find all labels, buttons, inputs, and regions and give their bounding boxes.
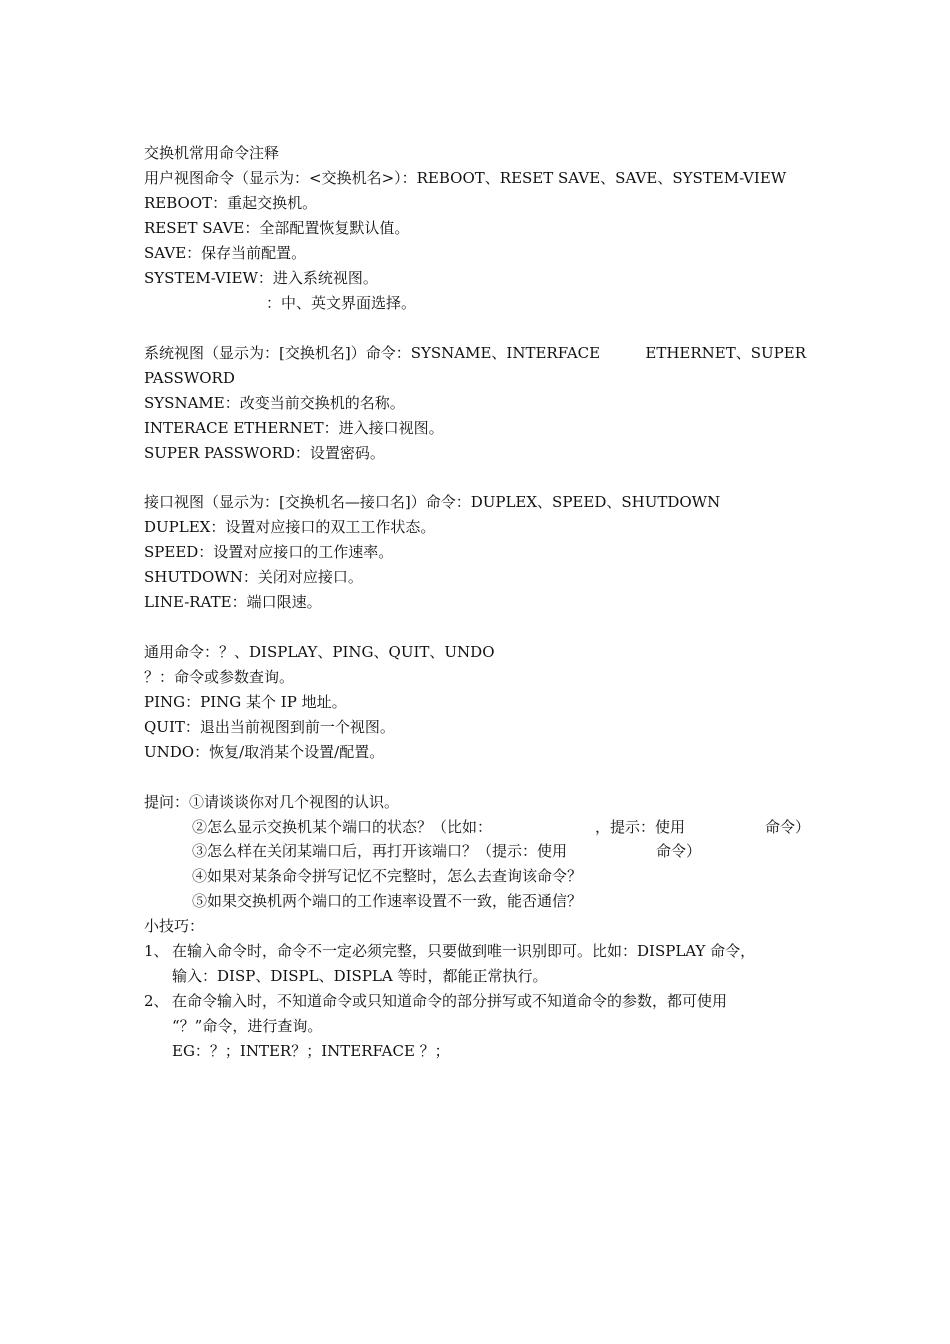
tips-heading: 小技巧： bbox=[144, 917, 205, 935]
interface-view-duplex: DUPLEX：设置对应接口的双工工作状态。 bbox=[144, 518, 436, 536]
system-view-heading bbox=[144, 343, 806, 363]
interface-view-heading: 接口视图（显示为：[交换机名—接口名]）命令：DUPLEX、SPEED、SHUTDOWN bbox=[144, 493, 721, 511]
question-3 bbox=[192, 841, 702, 861]
interface-view-shutdown: SHUTDOWN：关闭对应接口。 bbox=[144, 568, 363, 586]
user-view-save: SAVE：保存当前配置。 bbox=[144, 244, 307, 262]
user-view-heading: 用户视图命令（显示为：<交换机名>）：REBOOT、RESET SAVE、SAVE、SYSTEM-VIEW bbox=[144, 169, 787, 187]
system-view-heading-cont: PASSWORD bbox=[144, 369, 235, 387]
system-view-super-password: SUPER PASSWORD：设置密码。 bbox=[144, 444, 385, 462]
question-5: ⑤如果交换机两个端口的工作速率设置不一致，能否通信？ bbox=[192, 892, 583, 910]
common-ping: PING：PING 某个 IP 地址。 bbox=[144, 693, 347, 711]
common-heading: 通用命令：？、DISPLAY、PING、QUIT、UNDO bbox=[144, 643, 495, 661]
system-view-interface: INTERACE ETHERNET：进入接口视图。 bbox=[144, 419, 444, 437]
question-2-part-c: 命令） bbox=[765, 818, 811, 836]
interface-view-speed: SPEED：设置对应接口的工作速率。 bbox=[144, 543, 394, 561]
user-view-reset-save: RESET SAVE：全部配置恢复默认值。 bbox=[144, 219, 410, 237]
system-view-heading-a: 系统视图（显示为：[交换机名]）命令：SYSNAME、INTERFACE bbox=[144, 344, 601, 362]
question-2 bbox=[192, 817, 811, 837]
tip-number: 1、 bbox=[144, 942, 169, 960]
tip-line: 在输入命令时，命令不一定必须完整，只要做到唯一识别即可。比如：DISPLAY 命令， bbox=[172, 942, 756, 960]
common-quit: QUIT：退出当前视图到前一个视图。 bbox=[144, 718, 395, 736]
user-view-reboot: REBOOT：重起交换机。 bbox=[144, 194, 318, 212]
system-view-heading-b: ETHERNET、SUPER bbox=[645, 344, 806, 362]
system-view-sysname: SYSNAME：改变当前交换机的名称。 bbox=[144, 394, 405, 412]
tip-line: “？”命令，进行查询。 bbox=[172, 1017, 323, 1035]
question-2-part-b: ，提示：使用 bbox=[595, 818, 686, 836]
question-2-part-a: ②怎么显示交换机某个端口的状态？（比如： bbox=[192, 818, 493, 836]
tip-number: 2、 bbox=[144, 992, 169, 1010]
question-4: ④如果对某条命令拼写记忆不完整时，怎么去查询该命令？ bbox=[192, 867, 583, 885]
question-3-part-a: ③怎么样在关闭某端口后，再打开该端口？（提示：使用 bbox=[192, 842, 568, 860]
user-view-system-view: SYSTEM-VIEW：进入系统视图。 bbox=[144, 269, 378, 287]
user-view-language: ：中、英文界面选择。 bbox=[266, 294, 417, 312]
common-question: ？：命令或参数查询。 bbox=[144, 668, 295, 686]
tip-line: 输入：DISP、DISPL、DISPLA 等时，都能正常执行。 bbox=[172, 967, 548, 985]
doc-title: 交换机常用命令注释 bbox=[144, 144, 280, 162]
questions-label: 提问： bbox=[144, 793, 190, 811]
questions-row-1 bbox=[144, 792, 399, 812]
tip-line: 在命令输入时，不知道命令或只知道命令的部分拼写或不知道命令的参数，都可使用 bbox=[172, 992, 728, 1010]
tip-example: EG：？；INTER？；INTERFACE ？； bbox=[172, 1042, 450, 1060]
interface-view-line-rate: LINE-RATE：端口限速。 bbox=[144, 593, 322, 611]
question-3-part-b: 命令） bbox=[656, 842, 702, 860]
question-1: ①请谈谈你对几个视图的认识。 bbox=[189, 793, 400, 811]
common-undo: UNDO：恢复/取消某个设置/配置。 bbox=[144, 743, 385, 761]
